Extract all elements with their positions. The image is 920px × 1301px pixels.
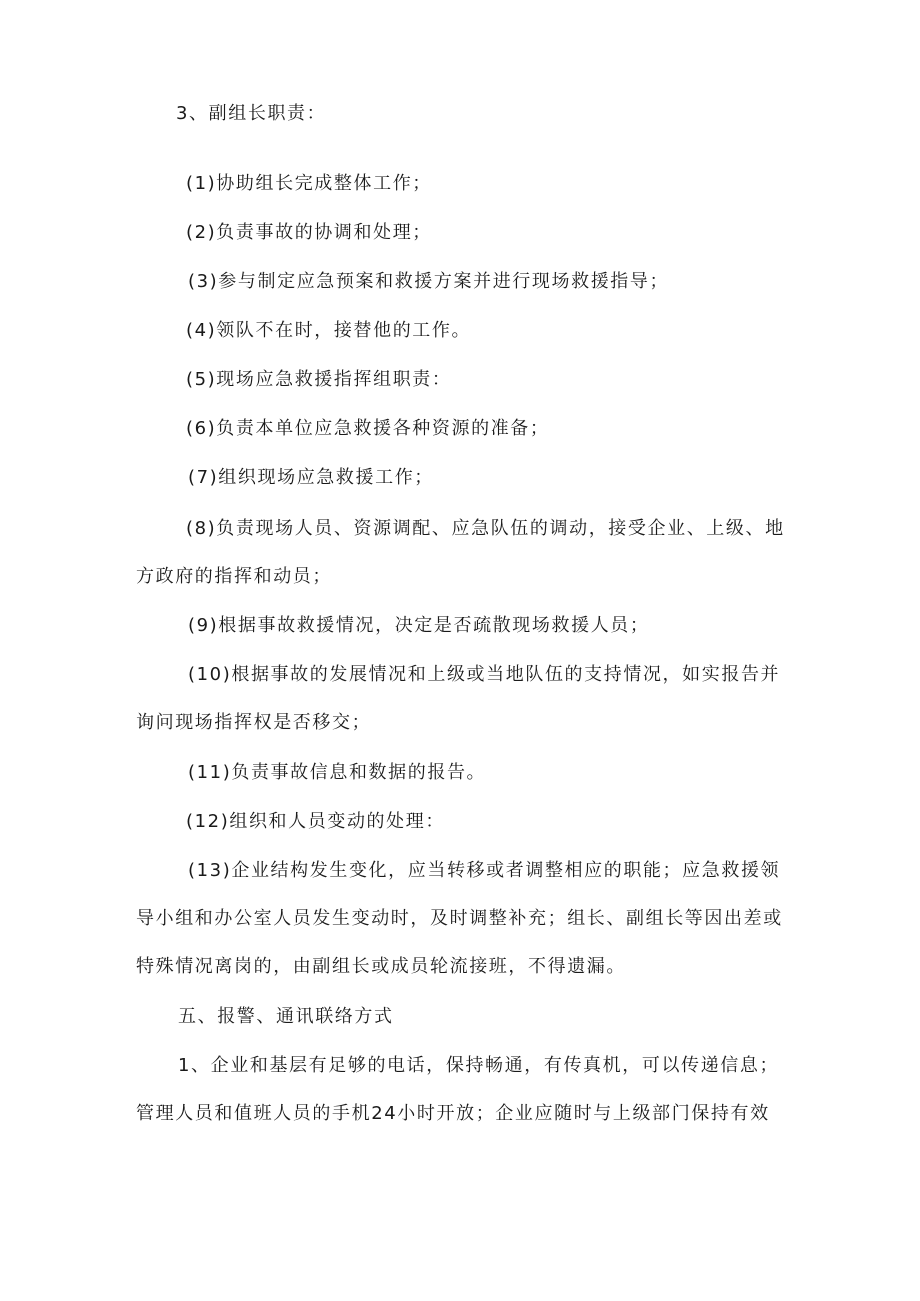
list-item-6: (6)负责本单位应急救援各种资源的准备； xyxy=(186,418,550,439)
list-item-8-line-2: 方政府的指挥和动员； xyxy=(136,566,332,587)
list-item-13-line-3: 特殊情况离岗的，由副组长或成员轮流接班，不得遗漏。 xyxy=(136,956,626,977)
list-item-1: (1)协助组长完成整体工作； xyxy=(186,173,432,194)
list-item-8-line-1: (8)负责现场人员、资源调配、应急队伍的调动，接受企业、上级、地 xyxy=(186,518,785,539)
list-item-8 xyxy=(136,505,792,601)
list-item-13 xyxy=(136,847,792,991)
list-item-13-line-2: 导小组和办公室人员发生变动时，及时调整补充；组长、副组长等因出差或 xyxy=(136,908,783,929)
list-item-9: (9)根据事故救援情况，决定是否疏散现场救援人员； xyxy=(188,615,650,636)
section-5-heading: 五、报警、通讯联络方式 xyxy=(178,1006,394,1027)
list-item-10 xyxy=(136,651,792,747)
section-5-item-1-line-1: 1、企业和基层有足够的电话，保持畅通，有传真机，可以传递信息； xyxy=(178,1055,780,1076)
list-item-10-line-2: 询问现场指挥权是否移交； xyxy=(136,712,372,733)
list-item-10-line-1: (10)根据事故的发展情况和上级或当地队伍的支持情况，如实报告并 xyxy=(188,664,781,685)
list-item-3: (3)参与制定应急预案和救援方案并进行现场救援指导； xyxy=(188,271,670,292)
list-item-5: (5)现场应急救援指挥组职责： xyxy=(186,369,452,390)
list-item-7: (7)组织现场应急救援工作； xyxy=(188,467,434,488)
list-item-4: (4)领队不在时，接替他的工作。 xyxy=(186,320,472,341)
list-item-2: (2)负责事故的协调和处理； xyxy=(186,222,432,243)
section-5-item-1-line-2: 管理人员和值班人员的手机24小时开放；企业应随时与上级部门保持有效 xyxy=(136,1103,770,1124)
list-item-11: (11)负责事故信息和数据的报告。 xyxy=(188,762,487,783)
list-item-13-line-1: (13)企业结构发生变化，应当转移或者调整相应的职能；应急救援领 xyxy=(188,860,781,881)
vice-leader-heading: 3、副组长职责： xyxy=(176,103,327,124)
section-5-item-1 xyxy=(136,1042,792,1138)
list-item-12: (12)组织和人员变动的处理： xyxy=(186,811,445,832)
